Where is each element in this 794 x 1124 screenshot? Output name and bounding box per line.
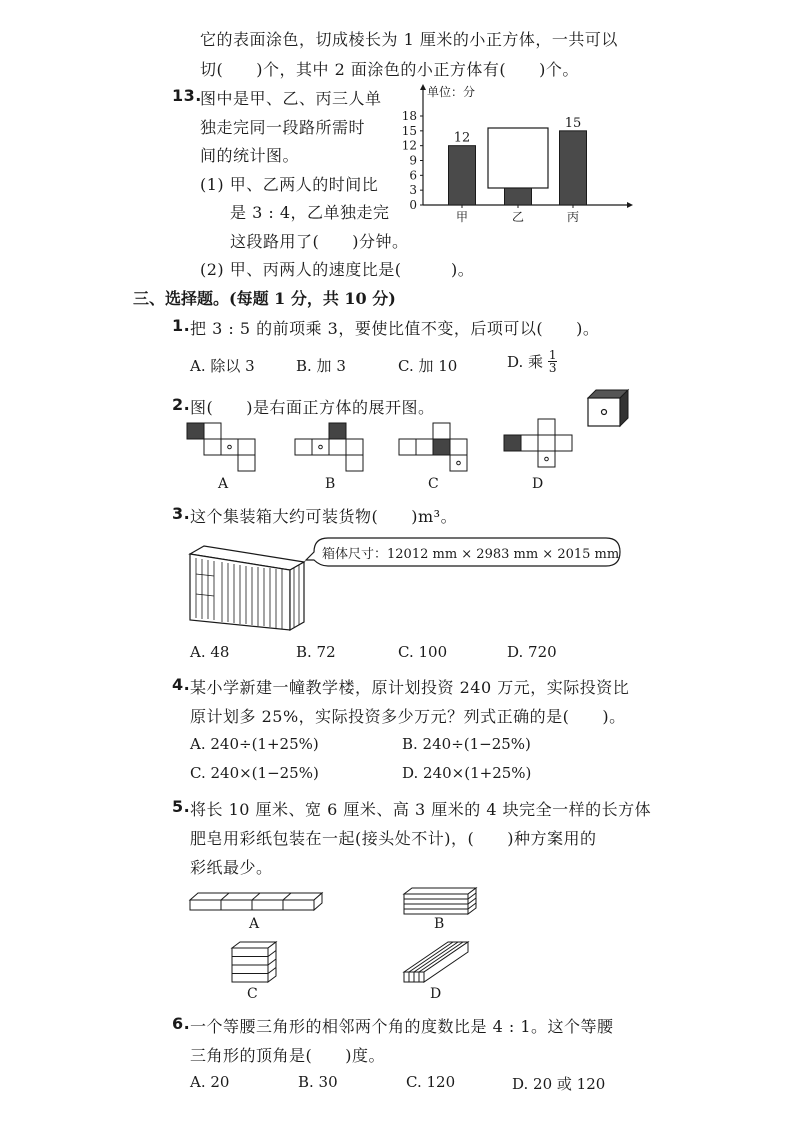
c6-option-a[interactable]: A. 20 (190, 1073, 230, 1091)
x-axis-arrow (627, 202, 633, 208)
container-dimensions-callout: 箱体尺寸：12012 mm × 2983 mm × 2015 mm (322, 547, 620, 562)
q13-number: 13. (172, 86, 202, 105)
c5-number: 5. (172, 797, 191, 816)
q13-part1-line3: 这段路用了( )分钟。 (230, 232, 409, 251)
c1-option-d-fraction (548, 349, 558, 374)
c1-number: 1. (172, 316, 191, 335)
soap-label-b: B (434, 916, 445, 932)
c6-line1: 一个等腰三角形的相邻两个角的度数比是 4 : 1。这个等腰 (190, 1017, 614, 1036)
cube-net-b[interactable] (294, 422, 366, 474)
q13-line2: 独走完同一段路所需时 (200, 118, 366, 137)
soap-arrangement-a[interactable] (186, 890, 326, 916)
q13-part1-line2: 是 3 : 4，乙单独走完 (230, 203, 390, 222)
c3-option-d[interactable]: D. 720 (507, 643, 557, 661)
cube-net-c[interactable] (398, 422, 470, 474)
soap-arrangement-b[interactable] (400, 886, 480, 918)
c5-line1: 将长 10 厘米、宽 6 厘米、高 3 厘米的 4 块完全一样的长方体 (190, 800, 652, 819)
soap-arrangement-d[interactable] (400, 938, 472, 986)
c1-option-d[interactable] (507, 349, 557, 374)
c4-number: 4. (172, 675, 191, 694)
c4-line1: 某小学新建一幢教学楼，原计划投资 240 万元，实际投资比 (190, 678, 630, 697)
c4-line2: 原计划多 25%，实际投资多少万元？列式正确的是( )。 (190, 707, 626, 726)
chart-title: 单位：分 (427, 85, 476, 99)
c1-option-c[interactable]: C. 加 10 (398, 357, 458, 375)
c4-option-b[interactable]: B. 240÷(1−25%) (402, 735, 531, 753)
c6-option-d[interactable]: D. 20 或 120 (512, 1075, 606, 1093)
category-label-0: 甲 (455, 210, 469, 224)
soap-label-c: C (247, 986, 258, 1002)
c1-question: 把 3 : 5 的前项乘 3，要使比值不变，后项可以( )。 (190, 319, 600, 338)
c3-option-a[interactable]: A. 48 (190, 643, 230, 661)
net-label-d: D (532, 476, 544, 492)
y-tick-label: 18 (401, 109, 417, 123)
bar-1-partial (505, 187, 532, 205)
q13-line3: 间的统计图。 (200, 146, 300, 165)
soap-label-d: D (430, 986, 442, 1002)
category-label-2: 丙 (566, 210, 580, 224)
soap-arrangement-c[interactable] (228, 940, 280, 986)
data-label-2: 15 (564, 115, 582, 131)
c4-option-c[interactable]: C. 240×(1−25%) (190, 764, 319, 782)
y-tick-label: 9 (409, 153, 417, 168)
reference-cube (586, 388, 630, 428)
y-tick-label: 3 (409, 183, 417, 198)
soap-label-a: A (249, 916, 260, 932)
cube-net-d[interactable] (503, 418, 575, 478)
c5-line3: 彩纸最少。 (190, 858, 273, 877)
c3-option-b[interactable]: B. 72 (296, 643, 336, 661)
section-3-title: 三、选择题。(每题 1 分，共 10 分) (133, 289, 396, 308)
c4-option-a[interactable]: A. 240÷(1+25%) (190, 735, 319, 753)
fraction-numerator: 1 (548, 348, 557, 362)
c1-option-b[interactable]: B. 加 3 (296, 357, 346, 375)
net-label-b: B (325, 476, 336, 492)
time-bar-chart (395, 80, 635, 230)
c2-question: 图( )是右面正方体的展开图。 (190, 398, 435, 417)
y-axis-arrow (420, 84, 426, 90)
bar-2 (560, 131, 587, 205)
c6-option-b[interactable]: B. 30 (298, 1073, 338, 1091)
bar-0 (449, 146, 476, 205)
q12-line1: 它的表面涂色，切成棱长为 1 厘米的小正方体，一共可以 (200, 30, 618, 49)
c6-number: 6. (172, 1014, 191, 1033)
c6-line2: 三角形的顶角是( )度。 (190, 1046, 385, 1065)
net-label-a: A (218, 476, 229, 492)
c3-option-c[interactable]: C. 100 (398, 643, 448, 661)
c1-option-d-label: D. 乘 (507, 353, 544, 371)
data-label-0: 12 (453, 130, 471, 146)
category-label-1: 乙 (511, 210, 525, 224)
q13-part2: (2) 甲、丙两人的速度比是( )。 (200, 260, 475, 279)
c2-number: 2. (172, 395, 191, 414)
q12-line2: 切( )个，其中 2 面涂色的小正方体有( )个。 (200, 60, 579, 79)
y-tick-label: 6 (409, 168, 417, 183)
cube-net-a[interactable] (186, 422, 258, 474)
c3-question: 这个集装箱大约可装货物( )m³。 (190, 507, 458, 526)
y-tick-label: 12 (401, 138, 417, 153)
c6-option-c[interactable]: C. 120 (406, 1073, 456, 1091)
q13-part1-line1: (1) 甲、乙两人的时间比 (200, 175, 379, 194)
hidden-bar-cover (488, 128, 548, 188)
q13-line1: 图中是甲、乙、丙三人单 (200, 89, 382, 108)
c5-line2: 肥皂用彩纸包装在一起(接头处不计)，( )种方案用的 (190, 829, 597, 848)
c3-number: 3. (172, 504, 191, 523)
net-label-c: C (428, 476, 439, 492)
y-tick-label: 0 (409, 198, 417, 212)
y-tick-label: 15 (401, 123, 417, 138)
c4-option-d[interactable]: D. 240×(1+25%) (402, 764, 532, 782)
fraction-denominator: 3 (548, 361, 557, 375)
c1-option-a[interactable]: A. 除以 3 (190, 357, 255, 375)
